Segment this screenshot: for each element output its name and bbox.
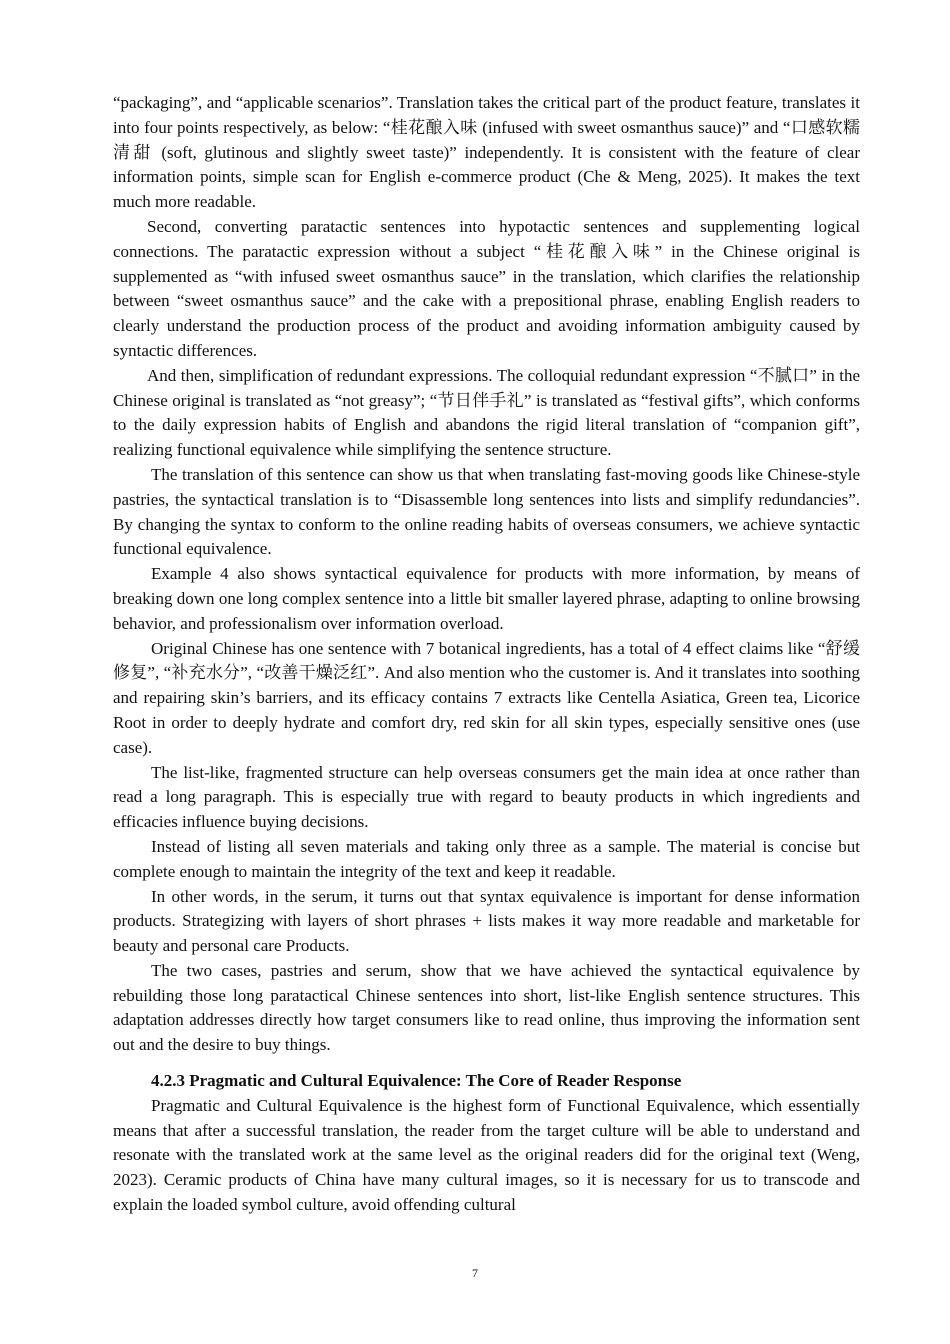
paragraph-paratactic-conversion: Second, converting paratactic sentences into hypotactic sentences and supplementing logical connections. The paratactic expression without a subject “桂花酿入味” in the Chinese original is supplemented as “with infused sweet osmanthus sauce” in the translation, which clarifies the relationship between “sweet osmanthus sauce” and the cake with a prepositional phrase, enabling English readers to clearly understand the production process of the product and avoiding information ambiguity caused by syntactic differences. [113, 216, 860, 360]
paragraph-original-chinese: Original Chinese has one sentence with 7 botanical ingredients, has a total of 4 effect claims like “舒缓修复”, “补充水分”, “改善干燥泛红”. And also mention who the customer is. And it translates into soothing and repairing skin’s barriers, and its efficacy contains 7 extracts like Centella Asiatica, Green tea, Licorice Root in order to deeply hydrate and comfort dry, red skin for all skin types, especially sensitive ones (use case). [113, 638, 860, 757]
paragraph-continuation: “packaging”, and “applicable scenarios”. Translation takes the critical part of the product feature, translates it into four points respectively, as below: “桂花酿入味 (infused with sweet osmanthus sauce)” and “口感软糯清甜 (soft, glutinous and slightly sweet taste)” independently. It is consistent with the feature of clear information points, simple scan for English e-commerce product (Che & Meng, 2025). It makes the text much more readable. [113, 93, 860, 212]
paragraph-materials-sample: Instead of listing all seven materials and taking only three as a sample. The material is concise but complete enough to maintain the integrity of the text and keep it readable. [113, 836, 860, 881]
paragraph-pastry-summary: The translation of this sentence can show us that when translating fast-moving goods like Chinese-style pastries, the syntactical translation is to “Disassemble long sentences into lists and simplify redundancies”. By changing the syntax to conform to the online reading habits of overseas consumers, we achieve syntactic functional equivalence. [113, 464, 860, 559]
paragraph-pragmatic-equivalence: Pragmatic and Cultural Equivalence is the highest form of Functional Equivalence, which essentially means that after a successful translation, the reader from the target culture will be able to understand and resonate with the translated work at the same level as the original readers did for the original text (Weng, 2023). Ceramic products of China have many cultural images, so it is necessary for us to transcode and explain the loaded symbol culture, avoid offending cultural [113, 1095, 860, 1215]
paragraph-example-4: Example 4 also shows syntactical equivalence for products with more information, by means of breaking down one long complex sentence into a little bit smaller layered phrase, adapting to online browsing behavior, and professionalism over information overload. [113, 564, 860, 633]
document-body [113, 91, 860, 1218]
paragraph-list-structure: The list-like, fragmented structure can help overseas consumers get the main idea at once rather than read a long paragraph. This is especially true with regard to beauty products in which ingredients and efficacies influence buying decisions. [113, 762, 860, 832]
page-number: 7 [472, 1266, 478, 1280]
section-heading: 4.2.3 Pragmatic and Cultural Equivalence: The Core of Reader Response [151, 1071, 682, 1091]
paragraph-redundancy-simplification: And then, simplification of redundant expressions. The colloquial redundant expression “不腻口” in the Chinese original is translated as “not greasy”; “节日伴手礼” is translated as “festival gifts”, which conforms to the daily expression habits of English and abandons the rigid literal translation of “companion gift”, realizing functional equivalence while simplifying the sentence structure. [113, 365, 860, 460]
paragraph-serum-summary: In other words, in the serum, it turns out that syntax equivalence is important for dense information products. Strategizing with layers of short phrases + lists makes it way more readable and marketable for beauty and personal care Products. [113, 886, 860, 956]
paragraph-two-cases: The two cases, pastries and serum, show that we have achieved the syntactical equivalence by rebuilding those long paratactical Chinese sentences into short, list-like English sentence structures. This adaptation addresses directly how target consumers like to read online, thus improving the information sent out and the desire to buy things. [113, 960, 860, 1055]
